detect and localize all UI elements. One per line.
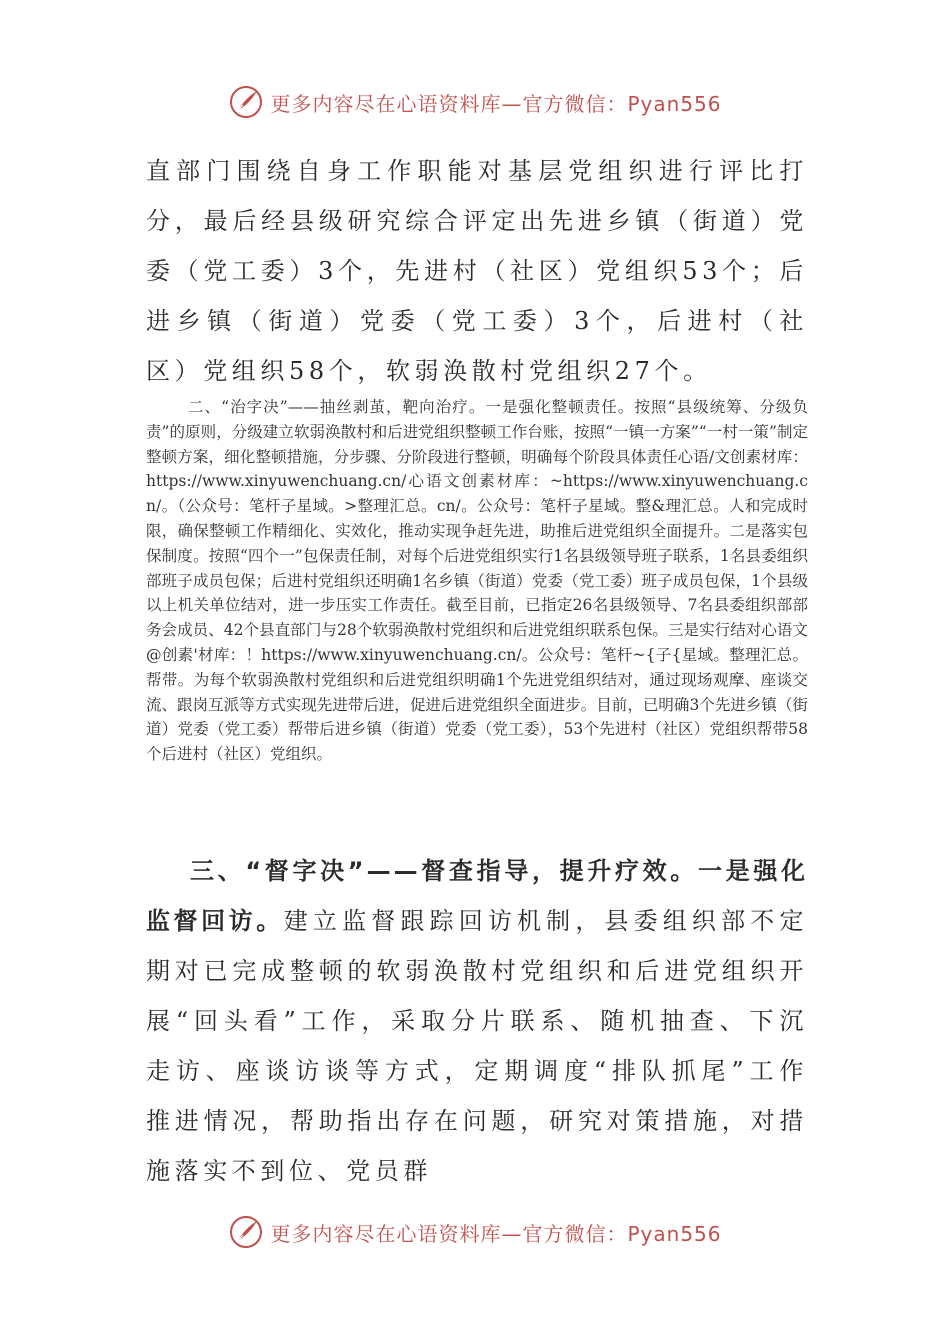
quill-pen-icon	[228, 84, 264, 120]
paragraph-1: 直部门围绕自身工作职能对基层党组织进行评比打分，最后经县级研究综合评定出先进乡镇（街道）党委（党工委）3个，先进村（社区）党组织53个；后进乡镇（街道）党委（党工委）3个，后进村（社区）党组织58个，软弱涣散村党组织27个。	[146, 157, 808, 385]
wechat-id: Pyan556	[627, 91, 722, 116]
footer-banner	[0, 1212, 950, 1252]
header-banner-text: 更多内容尽在心语资料库—官方微信：Pyan556	[270, 91, 722, 116]
quill-pen-icon	[228, 1214, 264, 1250]
header-banner	[0, 82, 950, 122]
wechat-id: Pyan556	[627, 1221, 722, 1246]
paragraph-3-heading: 三、“督字决”——督查指导，提升疗效。一是强化监督回访。	[146, 857, 808, 935]
paragraph-3	[146, 846, 808, 1196]
footer-banner-text: 更多内容尽在心语资料库—官方微信：Pyan556	[270, 1221, 722, 1246]
paragraph-2: 二、“治字决”——抽丝剥茧，靶向治疗。一是强化整顿责任。按照“县级统筹、分级负责”的原则，分级建立软弱涣散村和后进党组织整顿工作台账，按照“一镇一方案”“一村一策”制定整顿方案，细化整顿措施，分步骤、分阶段进行整顿，明确每个阶段具体责任心语/文创素材库：https://www.xinyuwenchuang.cn/心语文创素材库：~https://www.xinyuwenchuang.cn/。（公众号：笔杆子星域。>整理汇总。cn/。公众号：笔杆子星域。整&理汇总。人和完成时限，确保整顿工作精细化、实效化，推动实现争赶先进，助推后进党组织全面提升。二是落实包保制度。按照“四个一”包保责任制，对每个后进党组织实行1名县级领导班子联系，1名县委组织部班子成员包保；后进村党组织还明确1名乡镇（街道）党委（党工委）班子成员包保，1个县级以上机关单位结对，进一步压实工作责任。截至目前，已指定26名县级领导、7名县委组织部部务会成员、42个县直部门与28个软弱涣散村党组织和后进党组织联系包保。三是实行结对心语文@创素'材库：！https://www.xinyuwenchuang.cn/。公众号：笔杆~{子{星域。整理汇总。帮带。为每个软弱涣散村党组织和后进党组织明确1个先进党组织结对，通过现场观摩、座谈交流、跟岗互派等方式实现先进带后进，促进后进党组织全面进步。目前，已明确3个先进乡镇（街道）党委（党工委）帮带后进乡镇（街道）党委（党工委），53个先进村（社区）党组织帮带58个后进村（社区）党组织。	[146, 398, 808, 764]
paragraph-3-body: 建立监督跟踪回访机制，县委组织部不定期对已完成整顿的软弱涣散村党组织和后进党组织开展“回头看”工作，采取分片联系、随机抽查、下沉走访、座谈访谈等方式，定期调度“排队抓尾”工作推进情况，帮助指出存在问题，研究对策措施，对措施落实不到位、党员群	[146, 907, 808, 1185]
